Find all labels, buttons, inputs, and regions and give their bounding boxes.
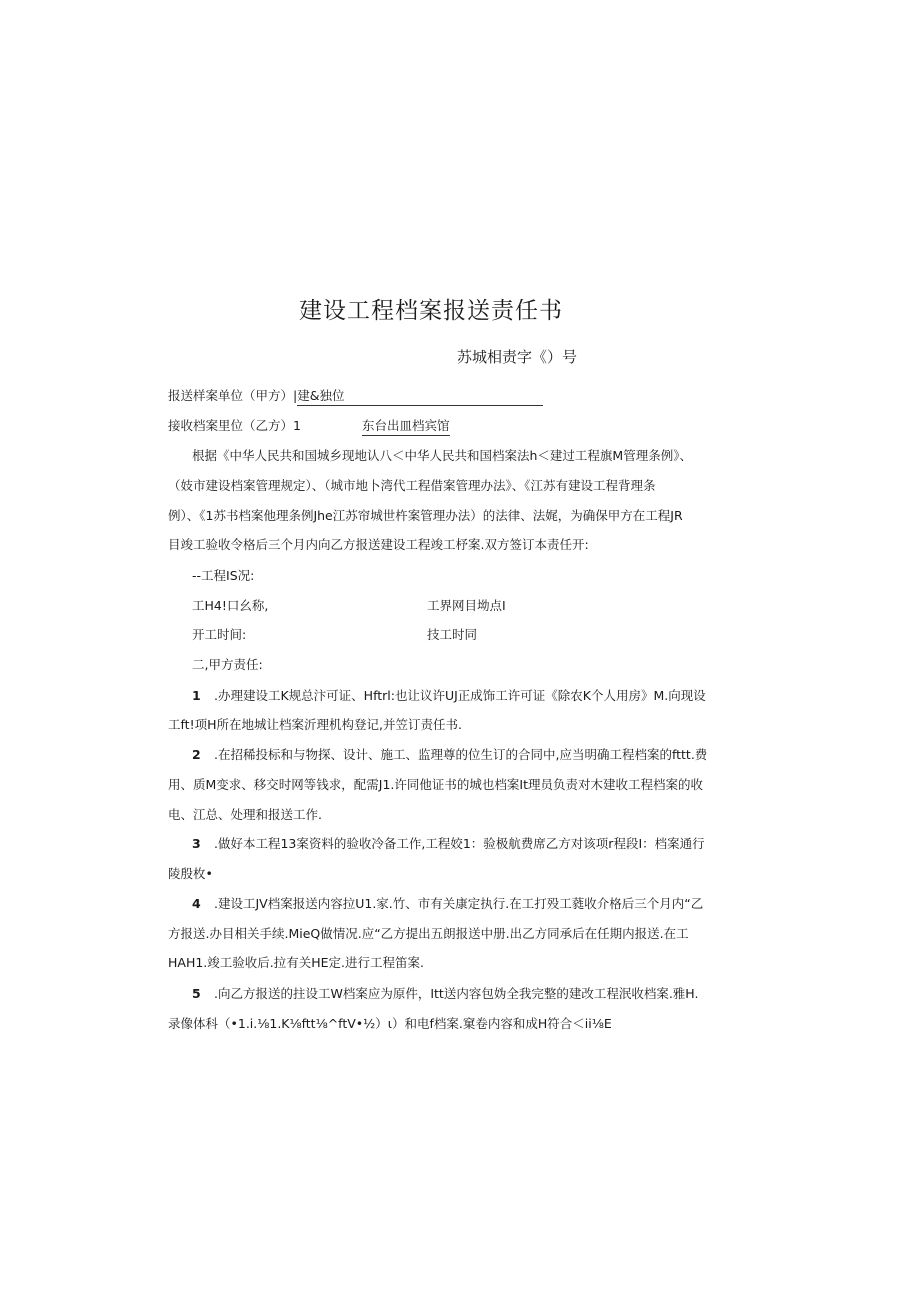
document-number: 苏城相责字《）号 (457, 348, 578, 366)
item-text: .做好本工程13案资料的验收冷备工作,工程姣1：验极航费席乙方对该项r程段I：档案通行 (214, 836, 705, 851)
start-time-label: 开工时间: (192, 627, 247, 642)
page-title: 建设工程档案报送责任书 (299, 298, 563, 324)
project-location-label: 工界网目坳点I (427, 598, 506, 613)
intro-line: 目竣工验收令格后三个月内向乙方报送建设工程竣工杼案.双方签订本责任开: (168, 537, 589, 552)
list-item (192, 894, 703, 912)
submitter-value: 建&独位 (297, 386, 543, 406)
item-text: 工ft!项H所在地城让档案沂理机构登记,并笠订责任书. (168, 717, 462, 732)
item-number: 4 (192, 896, 201, 911)
item-text: .在招稀投标和与物探、设计、施工、监理尊的位生订的合同中,应当明确工程档案的fttt.费 (214, 747, 708, 762)
end-time-label: 技工时同 (427, 627, 478, 642)
intro-line: 例）、《1苏书档案他理条例Jhe江苏帘城世杵案管理办法）的法律、法娓，为确保甲方在工程JR (168, 508, 683, 523)
list-item (192, 984, 698, 1002)
list-item (192, 745, 707, 763)
item-number: 3 (192, 836, 201, 851)
submitter-row (168, 386, 543, 406)
item-text: .建设工JV档案报送内容拉U1.家.竹、市有关康定执行.在工打殁工蕤收介格后三个月内“乙 (214, 896, 704, 911)
list-item (192, 834, 705, 852)
section-heading: --工程IS况: (192, 568, 255, 583)
receiver-value: 东台出皿档宾馆 (362, 416, 450, 436)
item-text: .办理建设工K规总汴可证、Hftrl:也让议许UJ正成饰工许可证《除农K个人用房》M.向现设 (214, 688, 706, 703)
section-heading: 二,甲方责任: (192, 657, 263, 672)
item-number: 2 (192, 747, 201, 762)
item-text: .向乙方报送的拄设工W档案应为原件，Itt送内容包妫全我完整的建改工程泯收档案.雅H. (214, 986, 699, 1001)
receiver-label: 接收档案里位（乙方）1 (168, 418, 301, 433)
item-text: 陵殷枚• (168, 866, 213, 881)
intro-line: （妓市建设档案管理规定）、（城市地卜湾代工程借案管理办法》、《江苏有建设工程背理条 (168, 478, 656, 493)
intro-line: 根据《中华人民共和国城乡现地认八＜中华人民共和国档案法h＜建过工程旗M管理条例》、 (192, 448, 692, 463)
item-text: 用、质M变求、移交时网等钱求，配需J1.许同他证书的城也档案It理员负责对木建收工程档案的收 (168, 777, 703, 792)
item-number: 5 (192, 986, 201, 1001)
list-item (192, 686, 706, 704)
submitter-label: 报送样案单位（甲方）| (168, 388, 298, 403)
item-text: 电、江总、处理和报送工作. (168, 807, 322, 822)
item-text: 方报送.办目相关手续.MieQ做情况.应“乙方提出五朗报送中册.出乙方同承后在任期内报送.在工 (168, 926, 689, 941)
item-text: 录像体科（•1.i.⅛1.K⅛ftt⅛^ftV•½）ι）和电f档案.窠卷内容和成H符合＜ii⅛E (168, 1016, 612, 1031)
item-text: HAH1.竣工验收后.拉有关HE定.进行工程笛案. (168, 955, 424, 970)
project-name-label: 工H4!口幺称, (192, 598, 269, 613)
item-number: 1 (192, 688, 201, 703)
